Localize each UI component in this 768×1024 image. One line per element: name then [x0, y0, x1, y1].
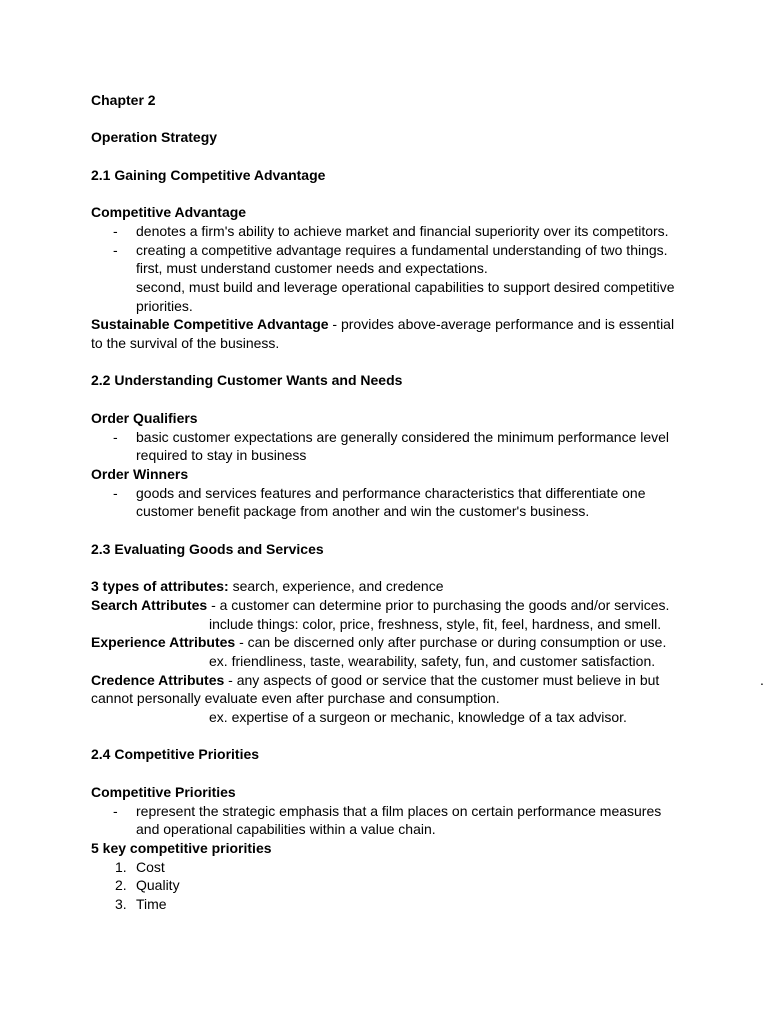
term-order-qualifiers: Order Qualifiers: [91, 409, 198, 426]
bullet-continuation: and operational capabilities within a value chain.: [136, 821, 436, 838]
numbered-item-time: [91, 895, 681, 914]
item-number: 1.: [115, 858, 127, 875]
paragraph-continuation: to the survival of the business.: [91, 335, 280, 352]
list-item: [91, 484, 681, 503]
paragraph-attribute-types: [91, 577, 681, 596]
bullet-continuation: first, must understand customer needs and expectations.: [136, 260, 488, 277]
bullet-text: creating a competitive advantage requires a fundamental understanding of two things.: [136, 241, 668, 258]
bullet-marker: -: [113, 222, 118, 239]
bullet-text: basic customer expectations are generally considered the minimum performance level: [136, 428, 670, 445]
term-order-winners: Order Winners: [91, 465, 189, 482]
list-item: [91, 241, 681, 260]
definition-text: search, experience, and credence: [228, 578, 444, 595]
term-experience-attributes: Experience Attributes: [91, 634, 236, 651]
section-heading-2-4: 2.4 Competitive Priorities: [91, 746, 260, 763]
indented-note: include things: color, price, freshness, style, fit, feel, hardness, and smell.: [209, 615, 662, 632]
paragraph-continuation: cannot personally evaluate even after purchase and consumption.: [91, 690, 500, 707]
bullet-marker: -: [113, 484, 118, 501]
paragraph-credence-attributes: [91, 671, 764, 690]
term-credence-attributes: Credence Attributes: [91, 671, 225, 688]
paragraph-search-attributes: [91, 596, 681, 615]
page-title: Operation Strategy: [91, 129, 218, 146]
definition-text: - provides above-average performance and is essential: [328, 316, 675, 333]
numbered-item-cost: [91, 858, 681, 877]
definition-text: - any aspects of good or service that the customer must believe in but: [224, 671, 660, 688]
definition-text: - can be discerned only after purchase or during consumption or use.: [235, 634, 667, 651]
item-number: 2.: [115, 877, 127, 894]
numbered-item-quality: [91, 876, 681, 895]
section-heading-2-3: 2.3 Evaluating Goods and Services: [91, 540, 324, 557]
paragraph-experience-attributes: [91, 633, 681, 652]
term-key-priorities: 5 key competitive priorities: [91, 839, 272, 856]
item-label: Quality: [136, 877, 180, 894]
bullet-text: denotes a firm's ability to achieve market and financial superiority over its competitors.: [136, 222, 669, 239]
section-heading-2-1: 2.1 Gaining Competitive Advantage: [91, 166, 326, 183]
term-sustainable-competitive-advantage: Sustainable Competitive Advantage: [91, 316, 329, 333]
bullet-continuation: priorities.: [136, 297, 193, 314]
bullet-continuation: second, must build and leverage operational capabilities to support desired competitive: [136, 278, 675, 295]
term-competitive-advantage: Competitive Advantage: [91, 204, 247, 221]
list-item: [91, 802, 681, 821]
list-item: [91, 222, 681, 241]
bullet-continuation: customer benefit package from another and win the customer's business.: [136, 503, 590, 520]
item-label: Cost: [136, 858, 165, 875]
term-competitive-priorities: Competitive Priorities: [91, 783, 236, 800]
stray-period: .: [760, 671, 764, 688]
bullet-text: goods and services features and performance characteristics that differentiate one: [136, 484, 646, 501]
indented-note: ex. friendliness, taste, wearability, safety, fun, and customer satisfaction.: [209, 652, 656, 669]
bullet-marker: -: [113, 428, 118, 445]
bullet-marker: -: [113, 241, 118, 258]
paragraph-sustainable-advantage: [91, 315, 681, 334]
bullet-marker: -: [113, 802, 118, 819]
bullet-continuation: required to stay in business: [136, 447, 307, 464]
chapter-label: Chapter 2: [91, 92, 156, 108]
term-search-attributes: Search Attributes: [91, 596, 208, 613]
document-body: [91, 91, 764, 914]
definition-text: - a customer can determine prior to purchasing the goods and/or services.: [207, 596, 670, 613]
indented-note: ex. expertise of a surgeon or mechanic, knowledge of a tax advisor.: [209, 709, 627, 726]
term-attribute-types: 3 types of attributes:: [91, 578, 229, 595]
section-heading-2-2: 2.2 Understanding Customer Wants and Needs: [91, 372, 403, 389]
item-label: Time: [136, 896, 167, 913]
item-number: 3.: [115, 896, 127, 913]
list-item: [91, 428, 681, 447]
bullet-text: represent the strategic emphasis that a film places on certain performance measures: [136, 802, 662, 819]
